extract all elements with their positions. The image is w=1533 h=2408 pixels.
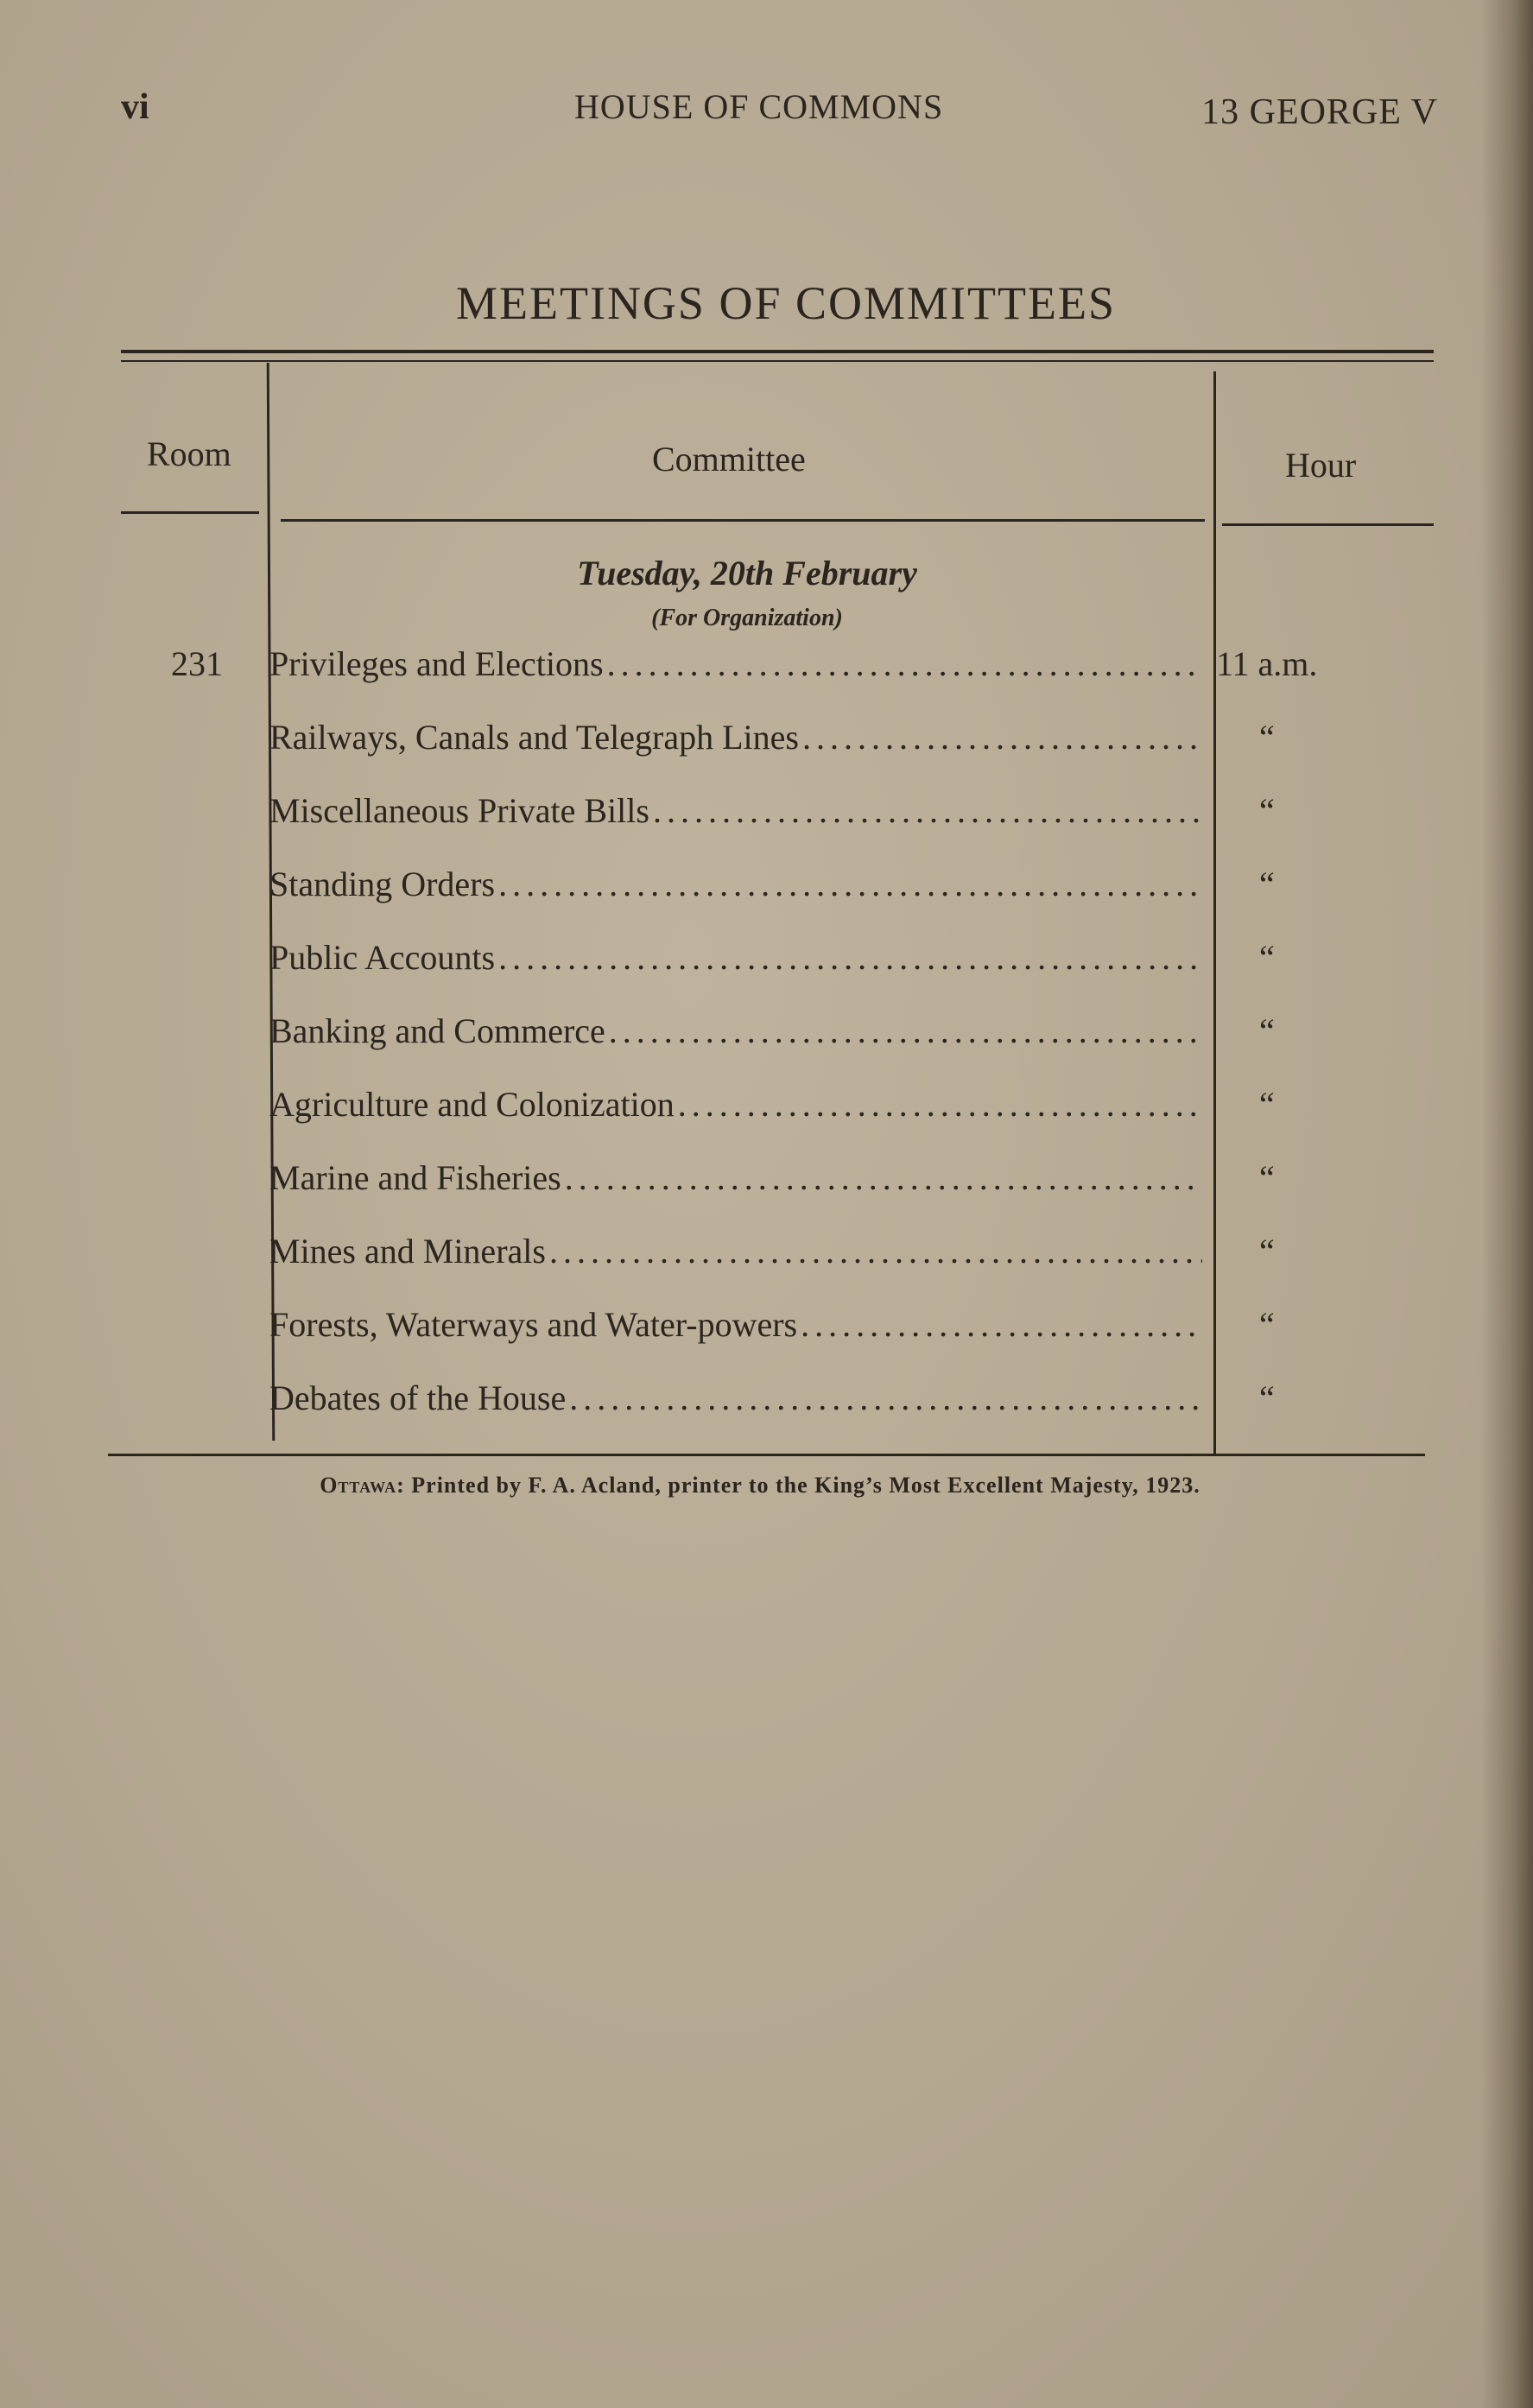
committee-cell bbox=[269, 717, 1202, 757]
committee-cell bbox=[269, 790, 1202, 831]
column-header-room: Room bbox=[147, 434, 231, 473]
dot-leader bbox=[609, 1011, 1202, 1051]
table-row bbox=[0, 937, 1533, 989]
table-row bbox=[0, 1011, 1533, 1062]
committee-name: Mines and Minerals bbox=[269, 1232, 546, 1271]
table-row bbox=[0, 1304, 1533, 1356]
bottom-rule bbox=[108, 1454, 1425, 1456]
day-subheading: (For Organization) bbox=[651, 605, 843, 631]
table-row bbox=[0, 643, 1533, 695]
running-head bbox=[121, 86, 1438, 138]
committee-cell bbox=[269, 1231, 1202, 1271]
committee-name: Debates of the House bbox=[269, 1378, 567, 1417]
table-row bbox=[0, 717, 1533, 769]
room-cell: 231 bbox=[171, 644, 223, 683]
dot-leader bbox=[801, 1304, 1202, 1345]
imprint-place: Ottawa: bbox=[320, 1473, 405, 1498]
committee-header-rule bbox=[281, 519, 1205, 522]
committee-cell bbox=[269, 1011, 1202, 1051]
day-heading: Tuesday, 20th February bbox=[577, 554, 917, 592]
hour-cell: “ bbox=[1259, 938, 1275, 977]
table-row bbox=[0, 1157, 1533, 1209]
page-number: vi bbox=[121, 87, 149, 127]
hour-cell: “ bbox=[1259, 1305, 1275, 1344]
regnal-year: 13 GEORGE V bbox=[1201, 92, 1438, 132]
dot-leader bbox=[653, 790, 1202, 831]
table-row bbox=[0, 1084, 1533, 1136]
hour-cell: “ bbox=[1259, 1085, 1275, 1124]
room-header-rule bbox=[121, 511, 259, 514]
hour-cell: “ bbox=[1259, 865, 1275, 903]
table-row bbox=[0, 790, 1533, 842]
page-title: MEETINGS OF COMMITTEES bbox=[455, 277, 1116, 329]
committee-name: Agriculture and Colonization bbox=[269, 1085, 675, 1124]
committee-cell bbox=[269, 1304, 1202, 1345]
top-rule-thin bbox=[121, 360, 1434, 362]
dot-leader bbox=[498, 864, 1202, 904]
committee-cell bbox=[269, 937, 1202, 978]
committee-cell bbox=[269, 864, 1202, 904]
dot-leader bbox=[569, 1378, 1202, 1418]
committee-cell bbox=[269, 1084, 1202, 1125]
dot-leader bbox=[498, 937, 1202, 978]
committee-name: Public Accounts bbox=[269, 938, 496, 977]
table-row bbox=[0, 1231, 1533, 1283]
dot-leader bbox=[802, 717, 1202, 757]
hour-cell: “ bbox=[1259, 1232, 1275, 1271]
committee-name: Forests, Waterways and Water-powers bbox=[269, 1305, 798, 1344]
committee-name: Privileges and Elections bbox=[269, 644, 604, 683]
hour-cell: “ bbox=[1259, 791, 1275, 830]
running-title: HOUSE OF COMMONS bbox=[574, 87, 944, 126]
hour-cell: 11 a.m. bbox=[1216, 644, 1318, 683]
dot-leader bbox=[678, 1084, 1202, 1125]
dot-leader bbox=[607, 643, 1202, 684]
column-header-hour: Hour bbox=[1285, 446, 1357, 485]
column-header-committee: Committee bbox=[652, 440, 806, 478]
table-row bbox=[0, 864, 1533, 916]
hour-cell: “ bbox=[1259, 718, 1275, 757]
committee-name: Banking and Commerce bbox=[269, 1011, 605, 1050]
committee-name: Railways, Canals and Telegraph Lines bbox=[269, 718, 799, 757]
hour-cell: “ bbox=[1259, 1378, 1275, 1417]
committee-name: Standing Orders bbox=[269, 865, 496, 903]
printer-imprint bbox=[121, 1473, 1399, 1499]
dot-leader bbox=[565, 1157, 1202, 1198]
dot-leader bbox=[549, 1231, 1202, 1271]
committee-name: Miscellaneous Private Bills bbox=[269, 791, 649, 830]
top-rule-thick bbox=[121, 350, 1434, 353]
committee-name: Marine and Fisheries bbox=[269, 1158, 561, 1197]
committee-cell bbox=[269, 1157, 1202, 1198]
hour-cell: “ bbox=[1259, 1158, 1275, 1197]
hour-header-rule bbox=[1222, 523, 1434, 526]
committee-cell bbox=[269, 1378, 1202, 1418]
table-row bbox=[0, 1378, 1533, 1429]
imprint-text: Printed by F. A. Acland, printer to the King’s Most Excellent Majesty, 1923. bbox=[411, 1473, 1200, 1498]
hour-cell: “ bbox=[1259, 1011, 1275, 1050]
committee-cell bbox=[269, 643, 1202, 684]
